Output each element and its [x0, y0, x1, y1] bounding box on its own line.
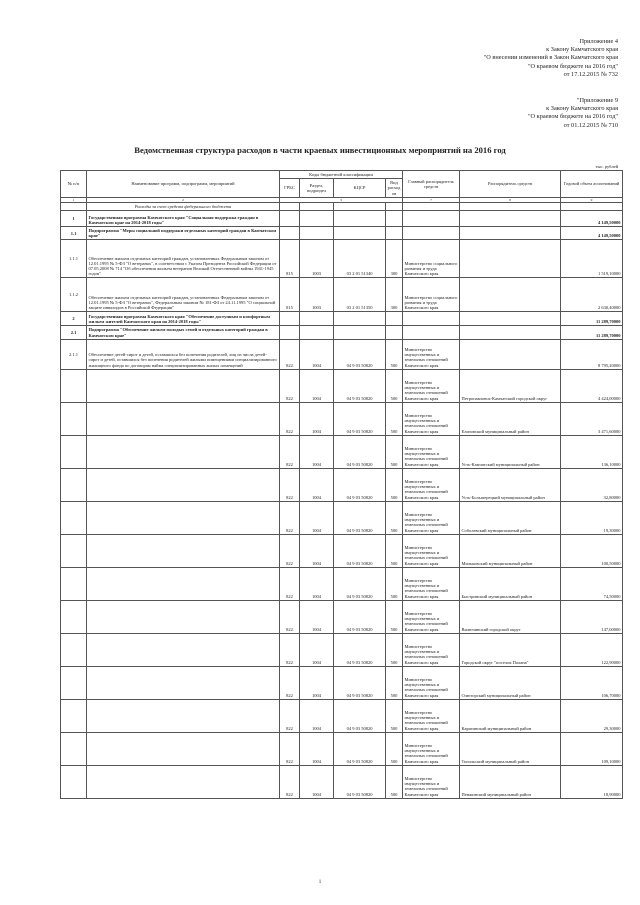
- row-grbs: 822: [280, 369, 300, 402]
- row-recipient: [460, 227, 561, 240]
- row-grbs-name: Министерство имущественных и земельных отношений Камчатского края: [403, 633, 460, 666]
- row-razdel: 1004: [300, 339, 334, 369]
- row-grbs-name: Министерство имущественных и земельных отношений Камчатского края: [403, 435, 460, 468]
- row-grbs: 822: [280, 402, 300, 435]
- row-name: [87, 765, 280, 798]
- row-grbs-name: Министерство социального развития и труда Камчатского края: [403, 240, 460, 278]
- appendix-4-header: [484, 38, 618, 79]
- row-razdel: 1004: [300, 369, 334, 402]
- row-recipient: [460, 312, 561, 326]
- table-row: [61, 402, 623, 435]
- row-name: Государственная программа Камчатского края "Социальная поддержка граждан в Камчатском крае на 2014-2018 годы": [87, 211, 280, 227]
- row-grbs: 822: [280, 699, 300, 732]
- row-recipient: Пенжинский муниципальный район: [460, 765, 561, 798]
- row-name: [87, 567, 280, 600]
- row-kcsr: [334, 211, 386, 227]
- row-grbs-name: [403, 227, 460, 240]
- row-num: [61, 501, 87, 534]
- row-num: 2.1: [61, 326, 87, 339]
- row-amount: 4 149,50000: [561, 227, 623, 240]
- row-num: [61, 402, 87, 435]
- row-recipient: [460, 278, 561, 312]
- row-razdel: [300, 227, 334, 240]
- row-kcsr: 04 9 03 50820: [334, 732, 386, 765]
- appendix-9-line: "О краевом бюджете на 2016 год": [527, 113, 618, 121]
- table-row: [61, 666, 623, 699]
- row-grbs-name: Министерство имущественных и земельных отношений Камчатского края: [403, 468, 460, 501]
- header-kcsr: КЦСР: [334, 179, 386, 198]
- row-vr: 500: [386, 765, 403, 798]
- row-grbs: 822: [280, 339, 300, 369]
- row-grbs-name: Министерство имущественных и земельных отношений Камчатского края: [403, 699, 460, 732]
- row-num: [61, 468, 87, 501]
- table-row: [61, 227, 623, 240]
- row-razdel: 1004: [300, 402, 334, 435]
- header-razdel: Раздел, подраздел: [300, 179, 334, 198]
- header-codes: Коды бюджетной классификации: [280, 171, 403, 179]
- row-grbs: [280, 326, 300, 339]
- row-recipient: Карагинский муниципальный район: [460, 699, 561, 732]
- row-num: 1.1: [61, 227, 87, 240]
- table-row: [61, 326, 623, 339]
- row-grbs: 822: [280, 501, 300, 534]
- row-grbs-name: [403, 211, 460, 227]
- row-grbs-name: Министерство имущественных и земельных отношений Камчатского края: [403, 534, 460, 567]
- row-vr: 300: [386, 278, 403, 312]
- row-kcsr: 03 2 01 51350: [334, 278, 386, 312]
- row-name: Подпрограмма "Меры социальной поддержки отдельных категорий граждан в Камчатском крае": [87, 227, 280, 240]
- row-grbs: 822: [280, 534, 300, 567]
- row-grbs: 822: [280, 732, 300, 765]
- table-row: [61, 600, 623, 633]
- row-num: [61, 699, 87, 732]
- page-number: 1: [318, 880, 322, 885]
- row-recipient: [460, 326, 561, 339]
- row-kcsr: [334, 326, 386, 339]
- appendix-4-line: Приложение 4: [579, 38, 618, 45]
- row-amount: 4 424,00000: [561, 369, 623, 402]
- row-vr: [386, 312, 403, 326]
- row-num: 1: [61, 211, 87, 227]
- row-name: [87, 435, 280, 468]
- table-row: [61, 240, 623, 278]
- row-amount: 100,50000: [561, 534, 623, 567]
- header-row: [61, 171, 623, 179]
- row-recipient: Быстринский муниципальный район: [460, 567, 561, 600]
- row-kcsr: 04 9 03 50820: [334, 501, 386, 534]
- header-num: № п/п: [61, 171, 87, 198]
- row-amount: 32,80000: [561, 468, 623, 501]
- section-label: Расходы за счет средств федерального бюджета: [87, 202, 280, 210]
- row-razdel: 1003: [300, 278, 334, 312]
- row-grbs-name: Министерство имущественных и земельных отношений Камчатского края: [403, 732, 460, 765]
- row-grbs: [280, 312, 300, 326]
- appendix-4-line: "О краевом бюджете на 2016 год": [527, 62, 618, 70]
- row-grbs: 815: [280, 278, 300, 312]
- row-grbs-name: Министерство имущественных и земельных отношений Камчатского края: [403, 339, 460, 369]
- row-grbs-name: Министерство имущественных и земельных отношений Камчатского края: [403, 402, 460, 435]
- appendix-4-line: к Закону Камчатского края: [546, 46, 618, 54]
- row-kcsr: [334, 312, 386, 326]
- row-amount: 109,10000: [561, 732, 623, 765]
- row-num: [61, 435, 87, 468]
- row-name: [87, 501, 280, 534]
- row-name: [87, 468, 280, 501]
- row-kcsr: 04 9 03 50820: [334, 534, 386, 567]
- table-row: [61, 699, 623, 732]
- table-row: [61, 732, 623, 765]
- table-row: [61, 633, 623, 666]
- row-recipient: Усть-Камчатский муниципальный район: [460, 435, 561, 468]
- row-recipient: Петропавловск-Камчатский городской округ: [460, 369, 561, 402]
- row-razdel: [300, 326, 334, 339]
- row-recipient: [460, 240, 561, 278]
- row-amount: 136,10000: [561, 435, 623, 468]
- row-grbs: 815: [280, 240, 300, 278]
- row-kcsr: 04 9 03 50820: [334, 600, 386, 633]
- row-recipient: [460, 339, 561, 369]
- row-name: [87, 534, 280, 567]
- row-razdel: 1004: [300, 732, 334, 765]
- row-razdel: [300, 312, 334, 326]
- row-razdel: 1004: [300, 699, 334, 732]
- unit-label: тыс. рублей: [595, 164, 618, 169]
- row-vr: 500: [386, 339, 403, 369]
- row-vr: 500: [386, 435, 403, 468]
- row-vr: 500: [386, 699, 403, 732]
- table-row: [61, 369, 623, 402]
- row-razdel: 1004: [300, 468, 334, 501]
- row-kcsr: 04 9 03 50820: [334, 339, 386, 369]
- row-recipient: Городской округ "поселок Палана": [460, 633, 561, 666]
- row-razdel: 1004: [300, 501, 334, 534]
- row-recipient: Усть-Большерецкий муниципальный район: [460, 468, 561, 501]
- row-num: 2.1.1: [61, 339, 87, 369]
- row-kcsr: [334, 227, 386, 240]
- row-name: [87, 633, 280, 666]
- row-vr: [386, 211, 403, 227]
- header-grbs: ГРБС: [280, 179, 300, 198]
- row-grbs: 822: [280, 666, 300, 699]
- appendix-9-line: от 01.12.2015 № 710: [563, 121, 618, 129]
- row-vr: 500: [386, 402, 403, 435]
- row-vr: 500: [386, 369, 403, 402]
- row-kcsr: 04 9 03 50820: [334, 633, 386, 666]
- row-kcsr: 04 9 03 50820: [334, 765, 386, 798]
- row-grbs: [280, 227, 300, 240]
- table-row: [61, 765, 623, 798]
- table-row: [61, 468, 623, 501]
- row-num: [61, 666, 87, 699]
- row-grbs-name: Министерство имущественных и земельных отношений Камчатского края: [403, 501, 460, 534]
- row-vr: [386, 326, 403, 339]
- row-grbs-name: [403, 312, 460, 326]
- row-recipient: Соболевский муниципальный район: [460, 501, 561, 534]
- row-razdel: 1004: [300, 534, 334, 567]
- row-name: [87, 666, 280, 699]
- row-vr: 500: [386, 666, 403, 699]
- row-kcsr: 03 2 01 51340: [334, 240, 386, 278]
- column-index: 8: [460, 197, 561, 202]
- row-grbs: 822: [280, 765, 300, 798]
- header-amount: Годовой объем ассигнований: [561, 171, 623, 198]
- row-kcsr: 04 9 03 50820: [334, 567, 386, 600]
- row-amount: 8 795,20000: [561, 339, 623, 369]
- row-kcsr: 04 9 03 50820: [334, 402, 386, 435]
- table-row: [61, 278, 623, 312]
- row-vr: 500: [386, 600, 403, 633]
- row-num: [61, 732, 87, 765]
- row-vr: 500: [386, 732, 403, 765]
- column-index: 2: [87, 197, 280, 202]
- row-grbs: 822: [280, 468, 300, 501]
- row-amount: 2 630,40000: [561, 278, 623, 312]
- row-kcsr: 04 9 03 50820: [334, 435, 386, 468]
- table-row: [61, 501, 623, 534]
- row-name: Подпрограмма "Обеспечение жильем молодых семей и отдельных категорий граждан в Камчатском крае": [87, 326, 280, 339]
- row-amount: 18,90000: [561, 765, 623, 798]
- row-num: 1.1.2: [61, 278, 87, 312]
- row-vr: 500: [386, 534, 403, 567]
- row-grbs-name: Министерство имущественных и земельных отношений Камчатского края: [403, 567, 460, 600]
- row-name: [87, 699, 280, 732]
- row-grbs-name: Министерство имущественных и земельных отношений Камчатского края: [403, 369, 460, 402]
- row-num: [61, 534, 87, 567]
- appendix-4-line: от 17.12.2015 № 732: [563, 70, 618, 78]
- row-grbs: 822: [280, 567, 300, 600]
- row-recipient: [460, 211, 561, 227]
- section-row: [61, 202, 623, 210]
- table-row: [61, 567, 623, 600]
- row-recipient: Вилючинский городской округ: [460, 600, 561, 633]
- row-recipient: Мильковский муниципальный район: [460, 534, 561, 567]
- row-vr: [386, 227, 403, 240]
- appendix-4-line: "О внесении изменений в Закон Камчатского края: [483, 54, 618, 62]
- row-name: [87, 600, 280, 633]
- row-name: Обеспечение детей-сирот и детей, оставшихся без попечения родителей, лиц из числа детей-сирот и детей, оставшихся без попечения родителей жилыми помещениями специализированного жилищного фонда по договорам найма специализированных жилых помещений: [87, 339, 280, 369]
- row-amount: 29,30000: [561, 699, 623, 732]
- row-recipient: Олюторский муниципальный район: [460, 666, 561, 699]
- row-grbs: 822: [280, 435, 300, 468]
- row-num: [61, 567, 87, 600]
- row-vr: 300: [386, 240, 403, 278]
- row-num: 1.1.1: [61, 240, 87, 278]
- row-amount: 3 471,60000: [561, 402, 623, 435]
- appendix-9-line: к Закону Камчатского края: [546, 105, 618, 113]
- row-amount: 106,70000: [561, 666, 623, 699]
- row-num: 2: [61, 312, 87, 326]
- table-row: [61, 435, 623, 468]
- row-amount: 4 149,50000: [561, 211, 623, 227]
- column-index: 3: [280, 197, 403, 202]
- row-kcsr: 04 9 03 50820: [334, 369, 386, 402]
- table-row: [61, 534, 623, 567]
- row-recipient: Тигильский муниципальный район: [460, 732, 561, 765]
- appendix-9-line: "Приложение 9: [576, 97, 618, 104]
- row-grbs: 822: [280, 600, 300, 633]
- row-num: [61, 600, 87, 633]
- row-grbs: [280, 211, 300, 227]
- row-amount: 74,50000: [561, 567, 623, 600]
- row-kcsr: 04 9 03 50820: [334, 468, 386, 501]
- row-num: [61, 765, 87, 798]
- row-kcsr: 04 9 03 50820: [334, 666, 386, 699]
- row-name: [87, 369, 280, 402]
- row-grbs-name: Министерство имущественных и земельных отношений Камчатского края: [403, 765, 460, 798]
- row-razdel: 1004: [300, 435, 334, 468]
- table-row: [61, 211, 623, 227]
- row-vr: 500: [386, 567, 403, 600]
- row-grbs-name: [403, 326, 460, 339]
- row-razdel: 1003: [300, 240, 334, 278]
- row-vr: 500: [386, 501, 403, 534]
- row-amount: 122,90000: [561, 633, 623, 666]
- column-index: 7: [403, 197, 460, 202]
- row-amount: 11 289,70000: [561, 326, 623, 339]
- row-amount: 147,00000: [561, 600, 623, 633]
- row-grbs-name: Министерство имущественных и земельных отношений Камчатского края: [403, 600, 460, 633]
- row-vr: 500: [386, 468, 403, 501]
- table-row: [61, 312, 623, 326]
- row-name: [87, 402, 280, 435]
- row-grbs: 822: [280, 633, 300, 666]
- row-amount: 11 289,70000: [561, 312, 623, 326]
- column-index: 9: [561, 197, 623, 202]
- document-title: Ведомственная структура расходов в части краевых инвестиционных мероприятий на 2016 год: [134, 145, 506, 155]
- header-recipient: Распорядитель средств: [460, 171, 561, 198]
- row-razdel: 1004: [300, 567, 334, 600]
- row-name: [87, 732, 280, 765]
- row-grbs-name: Министерство имущественных и земельных отношений Камчатского края: [403, 666, 460, 699]
- row-razdel: 1004: [300, 600, 334, 633]
- header-name: Наименование программ, подпрограмм, мероприятий: [87, 171, 280, 198]
- row-kcsr: 04 9 03 50820: [334, 699, 386, 732]
- table-row: [61, 339, 623, 369]
- row-razdel: [300, 211, 334, 227]
- row-grbs-name: Министерство социального развития и труда Камчатского края: [403, 278, 460, 312]
- row-razdel: 1004: [300, 666, 334, 699]
- row-recipient: Елизовский муниципальный район: [460, 402, 561, 435]
- appendix-9-header: [528, 97, 618, 130]
- row-razdel: 1004: [300, 633, 334, 666]
- column-index: 1: [61, 197, 87, 202]
- header-grbs-name: Главный распорядитель средств: [403, 171, 460, 198]
- row-vr: 500: [386, 633, 403, 666]
- row-amount: 19,30000: [561, 501, 623, 534]
- row-name: Обеспечение жильем отдельных категорий граждан, установленных Федеральным законом от 12.01.1995 № 5-ФЗ "О ветеранах", Федеральным законом № 181-ФЗ от 24.11.1995 "О социальной защите инвалидов в Российской Федерации": [87, 278, 280, 312]
- row-amount: 1 519,10000: [561, 240, 623, 278]
- row-name: Обеспечение жильем отдельных категорий граждан, установленных Федеральным законом от 12.01.1995 № 5-ФЗ "О ветеранах", в соответствии с Указом Президента Российской Федерации от 07.05.2008 № 714 "Об обеспечении жильем ветеранов Великой Отечественной войны 1941-1945 годов": [87, 240, 280, 278]
- row-num: [61, 369, 87, 402]
- expenditure-table: [60, 170, 623, 799]
- row-num: [61, 633, 87, 666]
- row-name: Государственная программа Камчатского края "Обеспечение доступным и комфортным жильем жителей Камчатского края на 2014-2018 годы": [87, 312, 280, 326]
- row-razdel: 1004: [300, 765, 334, 798]
- header-vr: Вид расходов: [386, 179, 403, 198]
